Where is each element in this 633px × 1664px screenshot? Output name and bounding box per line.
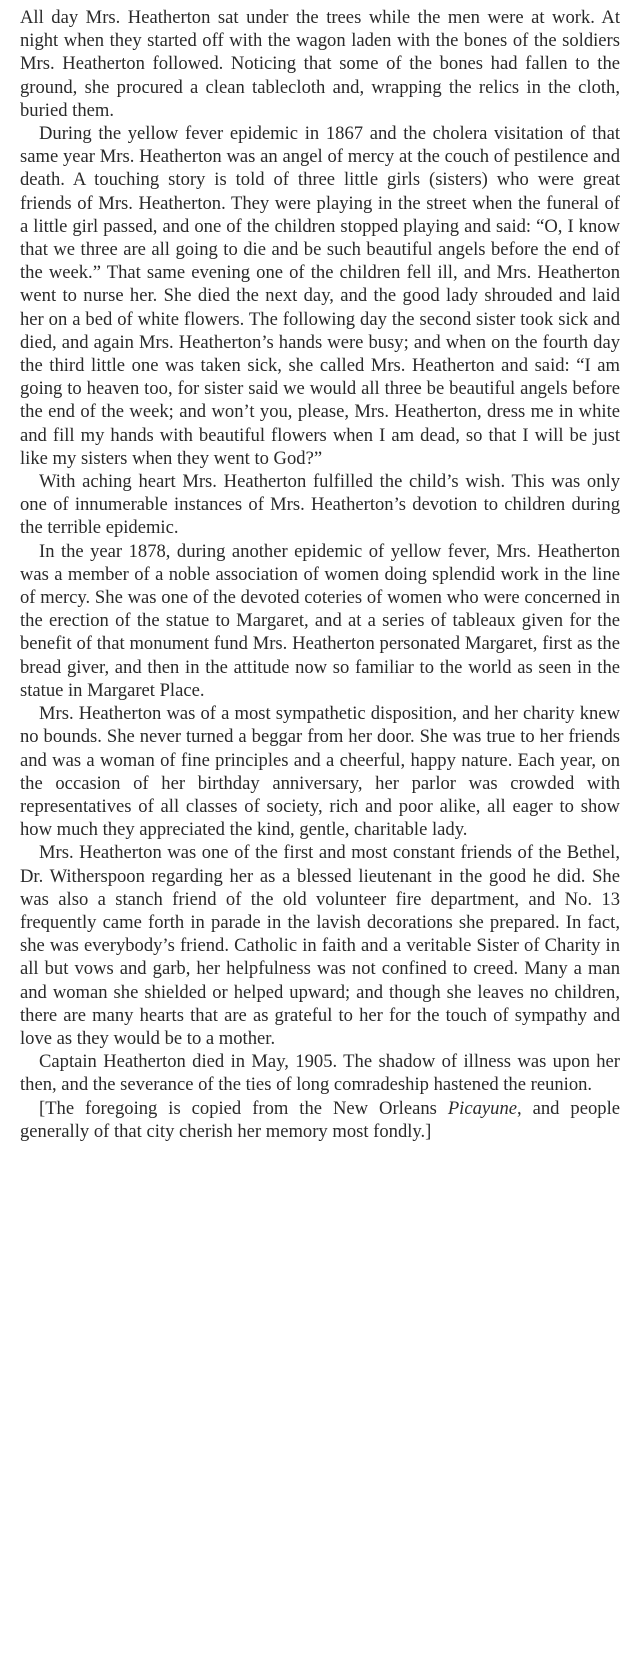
newspaper-name: Picayune — [447, 1097, 518, 1119]
paragraph-1: All day Mrs. Heatherton sat under the trees while the men were at work. At night when they started off with the wagon laden with the bones of the soldiers Mrs. Heatherton followed. Noticing that some of the bones had fallen to the ground, she procured a clean tablecloth and, wrapping the relics in the cloth, buried them. — [20, 7, 620, 121]
paragraph-7: Captain Heatherton died in May, 1905. The shadow of illness was upon her then, and the severance of the ties of long comradeship hastened the reunion. — [20, 1051, 620, 1096]
closing-note-end: , and people generally of that city cherish her memory most fondly.] — [20, 1097, 620, 1142]
paragraph-2: During the yellow fever epidemic in 1867 and the cholera visitation of that same year Mrs. Heatherton was an angel of mercy at the couch of pestilence and death. A touching story is told of three little girls (sisters) who were great friends of Mrs. Heatherton. They were playing in the street when the funeral of a little girl passed, and one of the children stopped playing and said: “O, I know that we three are all going to die and be such beautiful angels before the end of the week.” That same evening one of the children fell ill, and Mrs. Heatherton went to nurse her. She died the next day, and the good lady shrouded and laid her on a bed of white flowers. The following day the second sister took sick and died, and again Mrs. Heatherton’s hands were busy; and when on the fourth day the third little one was taken sick, she called Mrs. Heatherton and said: “I am going to heaven too, for sister said we would all three be beautiful angels before the end of the week; and won’t you, please, Mrs. Heatherton, dress me in white and fill my hands with beautiful flowers when I am dead, so that I will be just like my sisters when they went to God?” — [20, 123, 620, 469]
paragraph-3: With aching heart Mrs. Heatherton fulfilled the child’s wish. This was only one of innumerable instances of Mrs. Heatherton’s devotion to children during the terrible epidemic. — [20, 471, 620, 539]
paragraph-5: Mrs. Heatherton was of a most sympathetic disposition, and her charity knew no bounds. She never turned a beggar from her door. She was true to her friends and was a woman of fine principles and a cheerful, happy nature. Each year, on the occasion of her birthday anniversary, her parlor was crowded with representatives of all classes of society, rich and poor alike, all eager to show how much they appreciated the kind, gentle, charitable lady. — [20, 703, 620, 841]
page-text — [20, 6, 620, 1143]
closing-note-start: [The foregoing is copied from the New Orleans — [39, 1097, 448, 1119]
closing-note — [20, 1097, 620, 1143]
paragraph-6: Mrs. Heatherton was one of the first and most constant friends of the Bethel, Dr. Witherspoon regarding her as a blessed lieutenant in the good he did. She was also a stanch friend of the old volunteer fire department, and No. 13 frequently came forth in parade in the lavish decorations she prepared. In fact, she was everybody’s friend. Catholic in faith and a veritable Sister of Charity in all but vows and garb, her helpfulness was not confined to creed. Many a man and woman she shielded or helped upward; and though she leaves no children, there are many hearts that are as grateful to her for the touch of sympathy and love as they would be to a mother. — [20, 842, 620, 1049]
paragraph-4: In the year 1878, during another epidemic of yellow fever, Mrs. Heatherton was a member of a noble association of women doing splendid work in the line of mercy. She was one of the devoted coteries of women who were concerned in the erection of the statue to Margaret, and at a series of tableaux given for the benefit of that monument fund Mrs. Heatherton personated Margaret, first as the bread giver, and then in the attitude now so familiar to the world as seen in the statue in Margaret Place. — [20, 540, 620, 701]
